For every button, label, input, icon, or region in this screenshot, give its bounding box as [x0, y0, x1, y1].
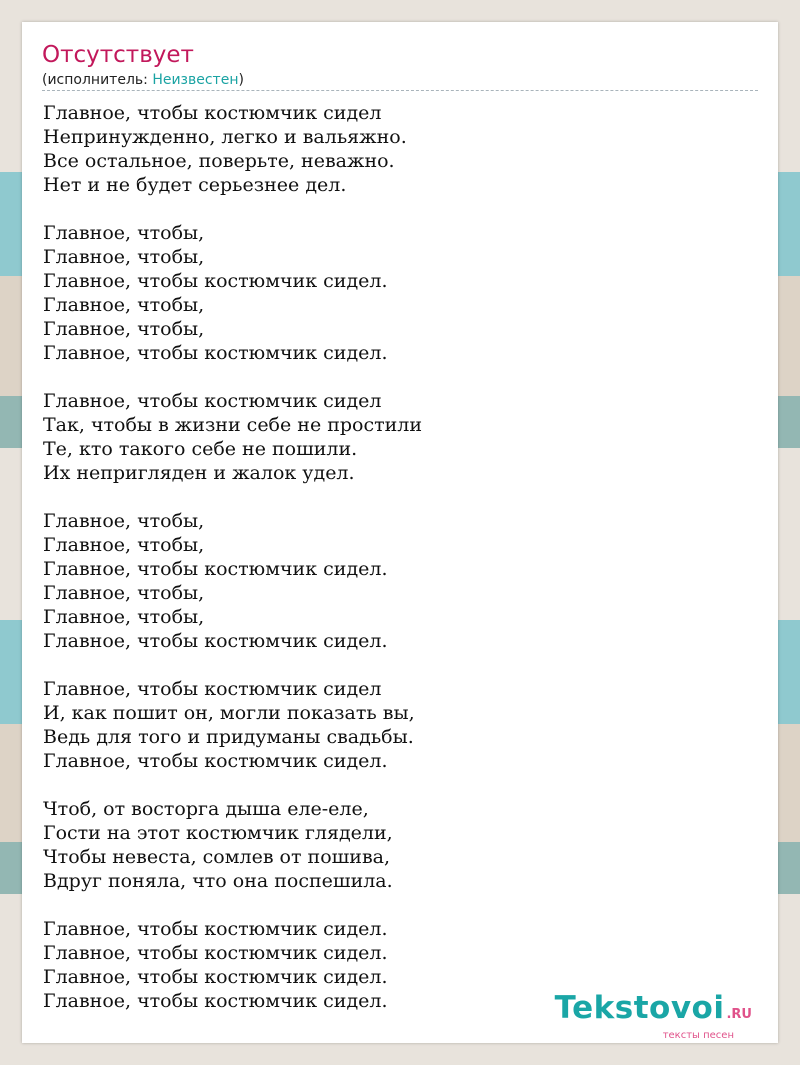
site-logo[interactable] — [554, 990, 752, 1041]
lyrics-text: Главное, чтобы костюмчик сидел Непринужденно, легко и вальяжно. Все остальное, поверьте, неважно. Нет и не будет серьезнее дел. Главное, чтобы, Главное, чтобы, Главное, чтобы костюмчик сидел. Главное, чтобы, Главное, чтобы, Главное, чтобы костюмчик сидел. Главное, чтобы костюмчик сидел Так, чтобы в жизни себе не простили Те, кто такого себе не пошили. Их непригляден и жалок удел. Главное, чтобы, Главное, чтобы, Главное, чтобы костюмчик сидел. Главное, чтобы, Главное, чтобы, Главное, чтобы костюмчик сидел. Главное, чтобы костюмчик сидел И, как пошит он, могли показать вы, Ведь для того и придуманы свадьбы. Главное, чтобы костюмчик сидел. Чтоб, от восторга дыша еле-еле, Гости на этот костюмчик глядели, Чтобы невеста, сомлев от пошива, Вдруг поняла, что она поспешила. Главное, чтобы костюмчик сидел. Главное, чтобы костюмчик сидел. Главное, чтобы костюмчик сидел. Главное, чтобы костюмчик сидел. — [43, 102, 423, 1012]
song-title: Отсутствует — [42, 42, 194, 68]
brand-tld: .RU — [726, 1007, 752, 1022]
artist-line — [42, 71, 244, 89]
brand-tagline: тексты песен — [662, 1030, 734, 1041]
header-divider — [42, 90, 758, 91]
lyrics-card — [22, 22, 778, 1043]
artist-suffix: ) — [238, 72, 244, 88]
artist-prefix: (исполнитель: — [42, 72, 153, 88]
brand-name: Tekstovoi — [554, 990, 725, 1026]
brand-row — [554, 990, 752, 1030]
artist-link[interactable]: Неизвестен — [152, 72, 239, 88]
